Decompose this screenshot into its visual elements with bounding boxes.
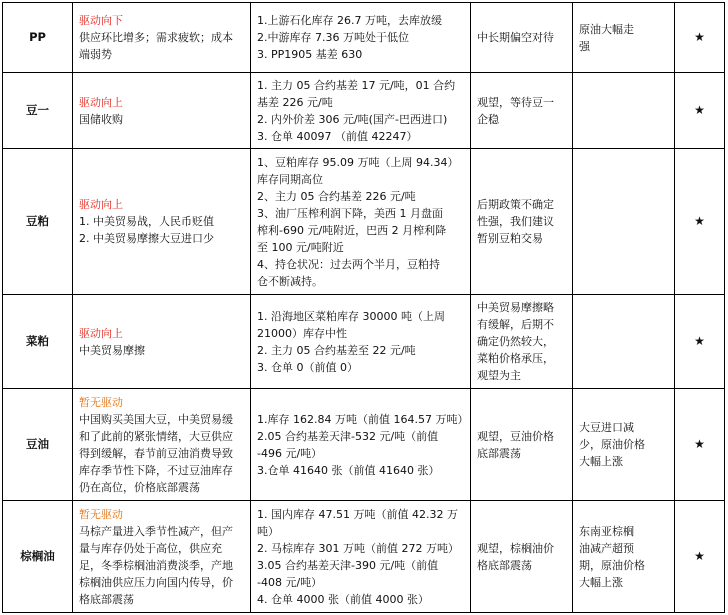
driver-description-line: 中国购买美国大豆，中美贸易缓 bbox=[79, 412, 233, 426]
driver-description-line: 中美贸易摩擦 bbox=[79, 343, 145, 357]
driver-cell bbox=[73, 149, 251, 295]
star-icon: ★ bbox=[694, 30, 705, 44]
star-icon: ★ bbox=[694, 549, 705, 563]
star-icon: ★ bbox=[694, 437, 705, 451]
fundamental-line: 3、油厂压榨利润下降，美西 1 月盘面 bbox=[257, 206, 443, 220]
fundamental-line: 3. 仓单 40097 （前值 42247） bbox=[257, 129, 418, 143]
fundamentals-cell bbox=[251, 3, 471, 73]
strategy-view-line: 观望为主 bbox=[477, 369, 521, 382]
driver-direction: 驱动向上 bbox=[79, 198, 123, 211]
fundamental-line: 4、持仓状况：过去两个半月，豆粕持 bbox=[257, 257, 440, 271]
product-name: 豆油 bbox=[26, 437, 49, 451]
fundamental-line: 4. 仓单 4000 张（前值 4000 张） bbox=[257, 592, 429, 606]
strategy-view-line: 菜粕价格承压， bbox=[477, 352, 554, 365]
fundamental-line: 2. 马棕库存 301 万吨（前值 272 万吨） bbox=[257, 541, 459, 555]
risk-line: 油减产超预 bbox=[579, 541, 634, 555]
star-icon: ★ bbox=[694, 334, 705, 348]
fundamental-line: 至 100 元/吨附近 bbox=[257, 240, 344, 254]
strategy-view-line: 确定仍然较大， bbox=[477, 335, 554, 348]
product-name: 菜粕 bbox=[26, 334, 49, 348]
product-name: 棕榈油 bbox=[20, 549, 55, 563]
fundamental-line: 3.05 合约基差天津-390 元/吨（前值 bbox=[257, 558, 439, 572]
fundamental-line: 2.中游库存 7.36 万吨处于低位 bbox=[257, 31, 409, 44]
driver-cell bbox=[73, 501, 251, 613]
fundamental-line: 1. 沿海地区菜粕库存 30000 吨（上周 bbox=[257, 309, 445, 323]
product-name-cell bbox=[3, 501, 73, 613]
driver-description-line: 足，冬季棕榈油消费淡季，产地 bbox=[79, 558, 233, 572]
risk-line: 少，原油价格 bbox=[579, 438, 645, 451]
rating-cell bbox=[675, 295, 725, 389]
product-name-cell bbox=[3, 295, 73, 389]
driver-description-line: 仍在高位，价格底部震荡 bbox=[79, 480, 200, 494]
fundamental-line: 吨） bbox=[257, 524, 279, 538]
table-row bbox=[3, 3, 725, 73]
driver-direction: 驱动向下 bbox=[79, 14, 123, 27]
driver-direction: 驱动向上 bbox=[79, 95, 123, 109]
fundamental-line: 基差 226 元/吨 bbox=[257, 95, 333, 109]
star-icon: ★ bbox=[694, 103, 705, 117]
product-name-cell bbox=[3, 73, 73, 149]
driver-description-line: 量与库存仍处于高位，供应充 bbox=[79, 541, 222, 555]
table-row bbox=[3, 295, 725, 389]
risk-line: 东南亚棕榈 bbox=[579, 524, 634, 538]
fundamental-line: 3.仓单 41640 张（前值 41640 张） bbox=[257, 463, 440, 477]
risk-cell bbox=[573, 3, 675, 73]
strategy-view-line: 观望，棕榈油价 bbox=[477, 541, 554, 555]
driver-cell bbox=[73, 389, 251, 501]
fundamental-line: 仓不断减持。 bbox=[257, 274, 323, 288]
fundamental-line: -496 元/吨） bbox=[257, 446, 323, 460]
fundamental-line: 1. 主力 05 合约基差 17 元/吨，01 合约 bbox=[257, 78, 456, 92]
fundamental-line: 库存同期高位 bbox=[257, 172, 323, 186]
fundamentals-cell bbox=[251, 149, 471, 295]
fundamental-line: 3. PP1905 基差 630 bbox=[257, 48, 363, 61]
strategy-view-line: 有缓解，后期不 bbox=[477, 318, 554, 331]
driver-direction: 驱动向上 bbox=[79, 326, 123, 340]
product-name: PP bbox=[29, 30, 46, 44]
driver-description-line: 得到缓解，春节前豆油消费导致 bbox=[79, 446, 233, 460]
strategy-view-line: 底部震荡 bbox=[477, 446, 521, 460]
strategy-view-line: 格底部震荡 bbox=[477, 558, 532, 572]
risk-line: 期，原油价格 bbox=[579, 558, 645, 572]
strategy-view-line: 中长期偏空对待 bbox=[477, 31, 554, 44]
strategy-view-line: 性强，我们建议 bbox=[477, 215, 554, 228]
fundamental-line: 2.05 合约基差天津-532 元/吨（前值 bbox=[257, 429, 439, 443]
risk-cell bbox=[573, 295, 675, 389]
risk-line: 原油大幅走 bbox=[579, 22, 634, 36]
commodity-table-sheet bbox=[2, 2, 724, 613]
fundamental-line: 3. 仓单 0（前值 0） bbox=[257, 360, 358, 374]
risk-line: 大豆进口减 bbox=[579, 421, 634, 434]
strategy-view-line: 企稳 bbox=[477, 112, 499, 126]
strategy-view-cell bbox=[471, 501, 573, 613]
risk-line: 大幅上涨 bbox=[579, 455, 623, 468]
fundamental-line: 1.库存 162.84 万吨（前值 164.57 万吨） bbox=[257, 412, 469, 426]
table-row bbox=[3, 501, 725, 613]
driver-description-line: 格底部震荡 bbox=[79, 592, 134, 606]
driver-cell bbox=[73, 73, 251, 149]
rating-cell bbox=[675, 73, 725, 149]
rating-cell bbox=[675, 389, 725, 501]
fundamental-line: 2. 内外价差 306 元/吨(国产-巴西进口) bbox=[257, 112, 448, 126]
strategy-view-cell bbox=[471, 73, 573, 149]
table-row bbox=[3, 149, 725, 295]
strategy-view-line: 暂别豆粕交易 bbox=[477, 232, 543, 245]
strategy-view-line: 观望，等待豆一 bbox=[477, 95, 554, 109]
fundamentals-cell bbox=[251, 501, 471, 613]
driver-description-line: 棕榈油供应压力向国内传导，价 bbox=[79, 575, 233, 589]
driver-description-line: 国储收购 bbox=[79, 112, 123, 126]
product-name-cell bbox=[3, 149, 73, 295]
risk-line: 大幅上涨 bbox=[579, 575, 623, 589]
fundamentals-cell bbox=[251, 73, 471, 149]
star-icon: ★ bbox=[694, 214, 705, 228]
rating-cell bbox=[675, 501, 725, 613]
driver-description-line: 和了此前的紧张情绪，大豆供应 bbox=[79, 429, 233, 443]
product-name: 豆一 bbox=[26, 103, 49, 117]
driver-cell bbox=[73, 295, 251, 389]
risk-cell bbox=[573, 149, 675, 295]
table-row bbox=[3, 389, 725, 501]
strategy-view-line: 中美贸易摩擦略 bbox=[477, 301, 554, 314]
product-name-cell bbox=[3, 389, 73, 501]
risk-cell bbox=[573, 389, 675, 501]
fundamental-line: 21000）库存中性 bbox=[257, 326, 347, 340]
risk-line: 强 bbox=[579, 39, 590, 53]
strategy-view-cell bbox=[471, 149, 573, 295]
driver-description-line: 1. 中美贸易战，人民币贬值 bbox=[79, 215, 214, 228]
driver-cell bbox=[73, 3, 251, 73]
driver-description-line: 2. 中美贸易摩擦大豆进口少 bbox=[79, 232, 214, 245]
strategy-view-line: 后期政策不确定 bbox=[477, 198, 554, 211]
fundamental-line: 2、主力 05 合约基差 226 元/吨 bbox=[257, 189, 416, 203]
fundamental-line: 1、豆粕库存 95.09 万吨（上周 94.34） bbox=[257, 155, 459, 169]
rating-cell bbox=[675, 149, 725, 295]
risk-cell bbox=[573, 73, 675, 149]
strategy-view-line: 观望，豆油价格 bbox=[477, 429, 554, 443]
driver-direction: 暂无驱动 bbox=[79, 507, 123, 521]
strategy-view-cell bbox=[471, 389, 573, 501]
fundamental-line: 1. 国内库存 47.51 万吨（前值 42.32 万 bbox=[257, 507, 458, 521]
driver-description-line: 供应环比增多；需求疲软；成本 bbox=[79, 31, 233, 44]
driver-description-line: 马棕产量进入季节性减产，但产 bbox=[79, 524, 233, 538]
risk-cell bbox=[573, 501, 675, 613]
driver-direction: 暂无驱动 bbox=[79, 395, 123, 409]
rating-cell bbox=[675, 3, 725, 73]
strategy-view-cell bbox=[471, 295, 573, 389]
fundamentals-cell bbox=[251, 295, 471, 389]
fundamentals-cell bbox=[251, 389, 471, 501]
fundamental-line: -408 元/吨） bbox=[257, 575, 323, 589]
table-body bbox=[3, 3, 725, 613]
fundamental-line: 1.上游石化库存 26.7 万吨，去库放缓 bbox=[257, 14, 442, 27]
commodity-outlook-table bbox=[2, 2, 725, 613]
strategy-view-cell bbox=[471, 3, 573, 73]
fundamental-line: 2. 主力 05 合约基差至 22 元/吨 bbox=[257, 343, 416, 357]
driver-description-line: 端弱势 bbox=[79, 48, 112, 61]
table-row bbox=[3, 73, 725, 149]
product-name-cell bbox=[3, 3, 73, 73]
fundamental-line: 榨利-690 元/吨附近，巴西 2 月榨利降 bbox=[257, 223, 447, 237]
driver-description-line: 库存季节性下降，不过豆油库存 bbox=[79, 463, 233, 477]
product-name: 豆粕 bbox=[26, 214, 49, 228]
